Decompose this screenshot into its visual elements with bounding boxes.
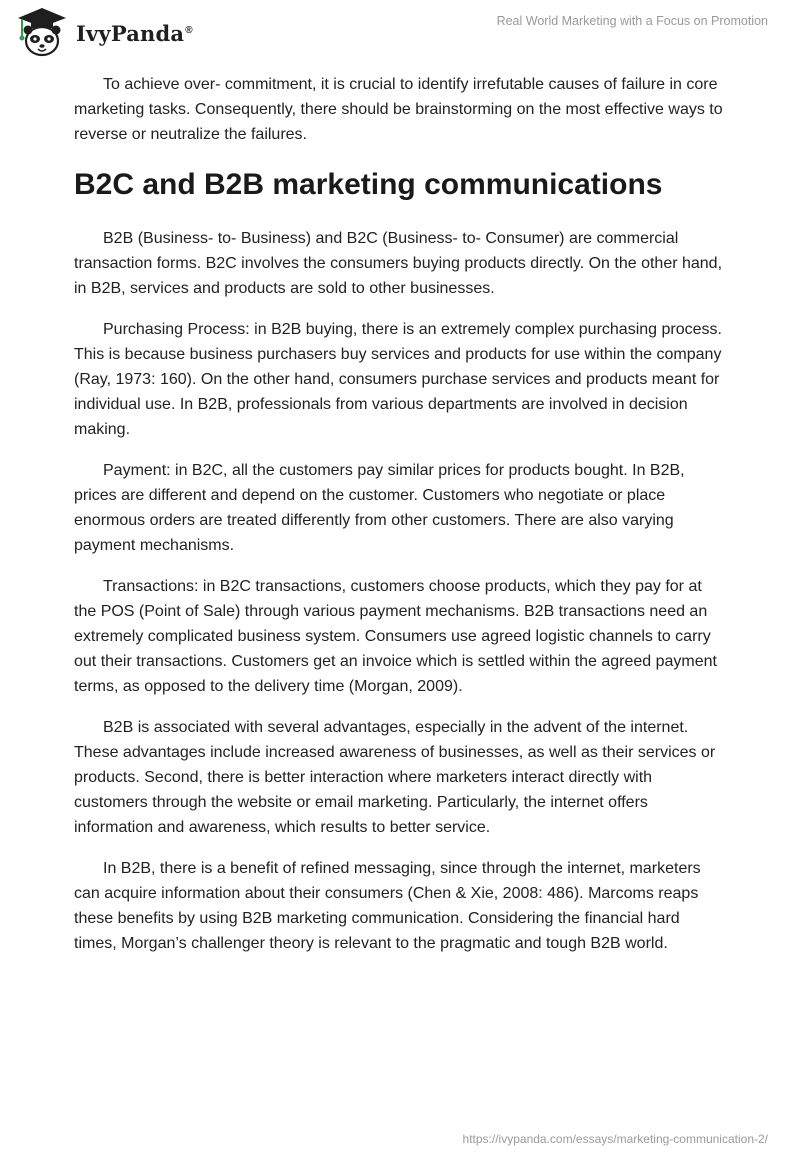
running-title: Real World Marketing with a Focus on Promotion [496,14,768,28]
source-url[interactable]: https://ivypanda.com/essays/marketing-communication-2/ [462,1132,768,1146]
body-paragraph: B2B is associated with several advantages, especially in the advent of the internet. These advantages include increased awareness of businesses, as well as their services or products. Second, there is better interaction where marketers interact directly with customers through the website or email marketing. Particularly, the internet offers information and awareness, which results to better service. [74,719,716,836]
ivypanda-logo[interactable] [14,6,193,58]
panda-graduate-icon [14,6,70,58]
intro-paragraph: To achieve over- commitment, it is crucial to identify irrefutable causes of failure in core marketing tasks. Consequently, there should be brainstorming on the most effective ways to reverse or neutralize the failures. [74,76,723,143]
body-paragraph: Transactions: in B2C transactions, customers choose products, which they pay for at the POS (Point of Sale) through various payment mechanisms. B2B transactions need an extremely complicated business system. Consumers use agreed logistic channels to carry out their transactions. Customers get an invoice which is settled within the agreed payment terms, as opposed to the delivery time (Morgan, 2009). [74,578,717,695]
page-header [0,0,800,60]
logo-wordmark: IvyPanda® [76,20,193,46]
registered-mark: ® [185,24,193,36]
section-heading: B2C and B2B marketing communications [74,168,663,201]
body-paragraph: In B2B, there is a benefit of refined messaging, since through the internet, marketers can acquire information about their consumers (Chen & Xie, 2008: 486). Marcoms reaps these benefits by using B2B marketing communication. Considering the financial hard times, Morgan’s challenger theory is relevant to the pragmatic and tough B2B world. [74,860,701,952]
body-paragraph: B2B (Business- to- Business) and B2C (Business- to- Consumer) are commercial transaction forms. B2C involves the consumers buying products directly. On the other hand, in B2B, services and products are sold to other businesses. [74,230,723,297]
body-paragraph: Purchasing Process: in B2B buying, there is an extremely complex purchasing process. This is because business purchasers buy services and products for use within the company (Ray, 1973: 160). On the other hand, consumers purchase services and products meant for individual use. In B2B, professionals from various departments are involved in decision making. [74,321,722,438]
essay-body [74,72,726,972]
body-paragraph: Payment: in B2C, all the customers pay similar prices for products bought. In B2B, prices are different and depend on the customer. Customers who negotiate or place enormous orders are treated differently from other customers. There are also varying payment mechanisms. [74,462,685,554]
